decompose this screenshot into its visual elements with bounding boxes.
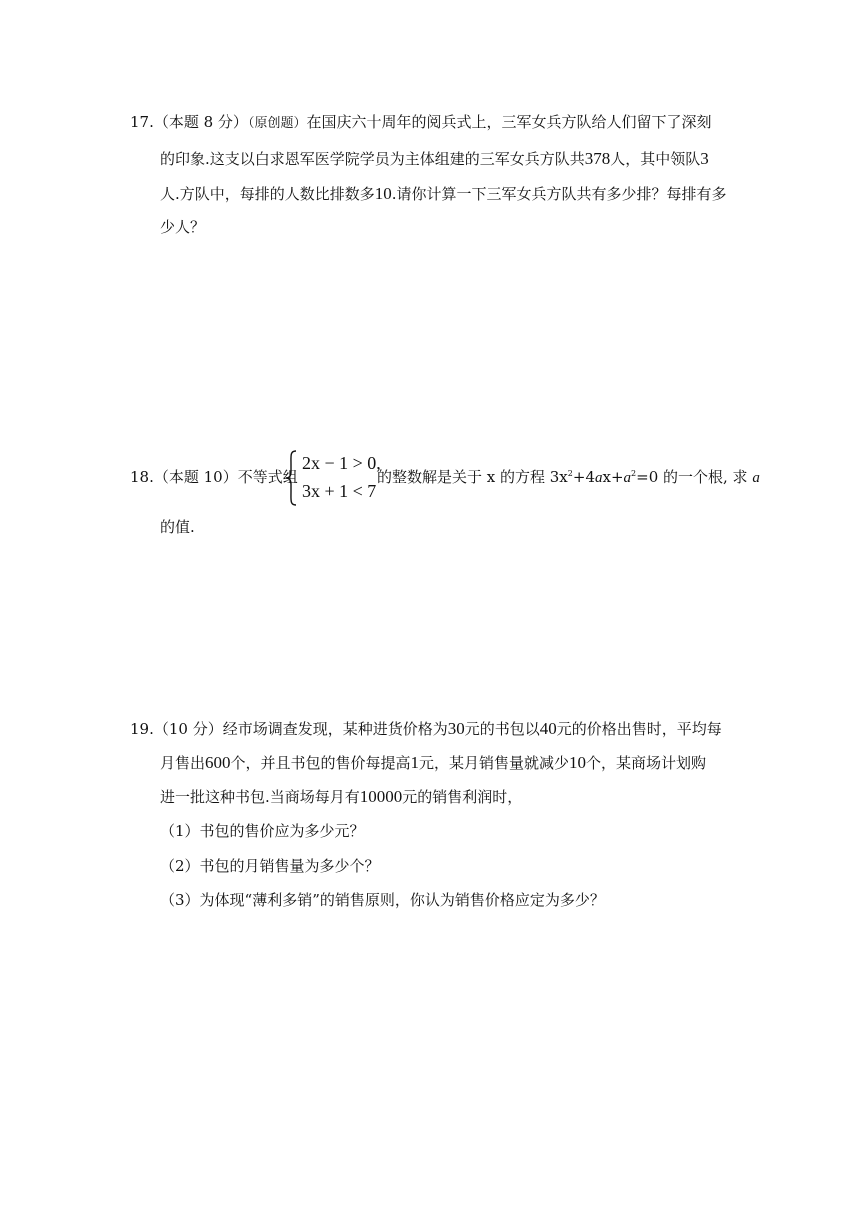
q18-line-1-rest: 的整数解是关于 x 的方程 $3x^2+4ax+a^2=0$ 的一个根, 求 a xyxy=(377,468,760,486)
q19-line-3: 进一批这种书包.当商场每月有10000元的销售利润时， xyxy=(160,787,523,806)
inequality-system xyxy=(284,450,380,506)
q19-subquestion-1: （1）书包的售价应为多少元？ xyxy=(160,822,365,840)
q18-prefix: 18.（本题 10）不等式组 xyxy=(130,468,298,486)
q19-line-1: 19.（10 分）经市场调查发现，某种进货价格为30元的书包以40元的价格出售时，平均每 xyxy=(130,719,722,738)
q17-line-4: 少人？ xyxy=(160,218,206,236)
q19-subquestion-3: （3）为体现“薄利多销”的销售原则，你认为销售价格应定为多少？ xyxy=(160,891,605,909)
inequality-1: 2x − 1 > 0, xyxy=(302,453,381,473)
q17-line-1: 17.（本题 8 分）（原创题）在国庆六十周年的阅兵式上，三军女兵方队给人们留下了深刻 xyxy=(130,113,712,131)
q17-original-tag: （原创题） xyxy=(247,116,307,131)
inequality-2: 3x + 1 < 7 xyxy=(302,481,377,501)
q17-line-3: 人.方队中，每排的人数比排数多10.请你计算一下三军女兵方队共有多少排？每排有多 xyxy=(160,184,727,203)
q17-line-2: 的印象.这支以白求恩军医学院学员为主体组建的三军女兵方队共378人，其中领队3 xyxy=(160,149,709,168)
q17-score-label: 17.（本题 8 分） xyxy=(130,113,248,131)
q19-subquestion-2: （2）书包的月销售量为多少个？ xyxy=(160,857,380,875)
q18-line-2: 的值. xyxy=(160,518,195,536)
q19-line-2: 月售出600个，并且书包的售价每提高1元，某月销售量就减少10个，某商场计划购 xyxy=(160,753,707,772)
left-brace-icon xyxy=(284,450,298,506)
